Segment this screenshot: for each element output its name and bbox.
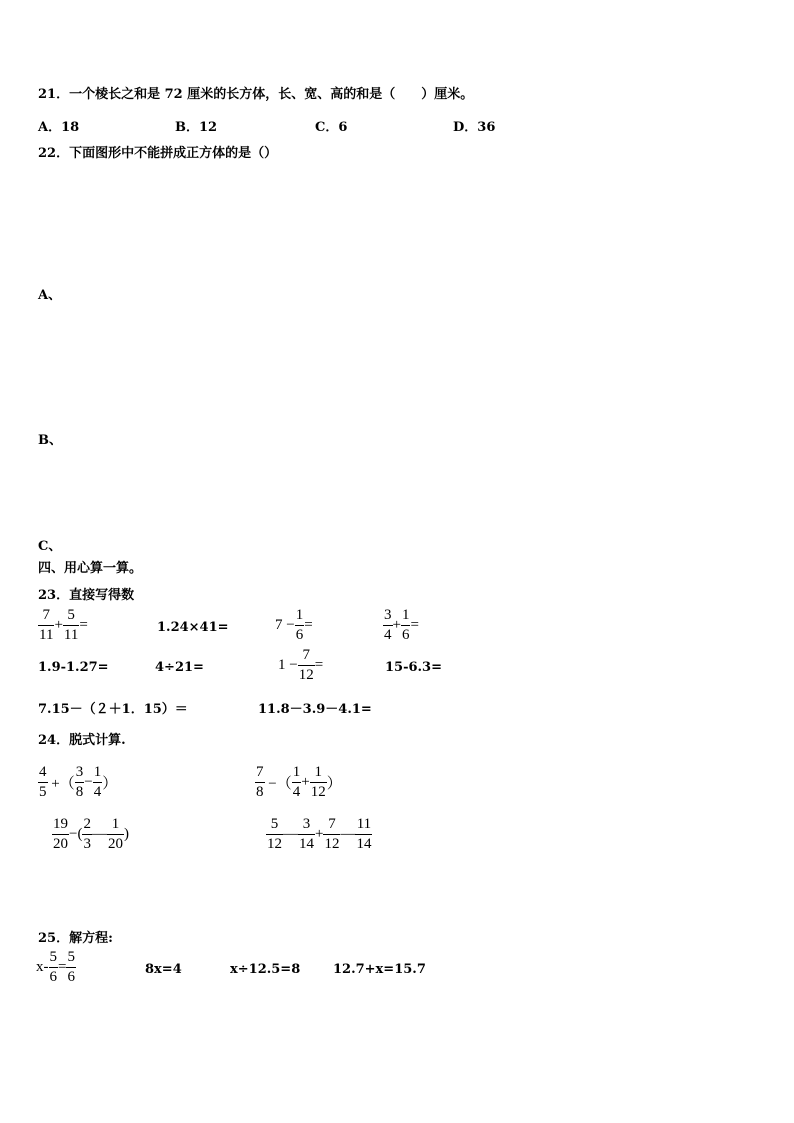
fraction: $\frac{7}{11}$: [39, 607, 54, 643]
q23-r1-e3: 7 − $\frac{1}{6}$ =: [275, 607, 313, 643]
fraction: $\frac{5}{11}$: [63, 607, 79, 643]
section-4-title: 四、用心算一算。: [38, 561, 143, 576]
q21-option-a: A．18: [38, 120, 80, 135]
fraction: $\frac{3}{4}$: [384, 607, 392, 643]
q23-r2-e2: 4÷21=: [155, 660, 204, 675]
q23-r1-e4: $\frac{3}{4}$ + $\frac{1}{6}$ =: [384, 607, 419, 643]
q24-e4: $\frac{5}{12}$ — $\frac{3}{14}$ + $\frac{7}{12}$ — $\frac{11}{14}$: [267, 816, 372, 852]
q24-e2: $\frac{7}{8}$ −（ $\frac{1}{4}$ + $\frac{1}{12}$ ）: [256, 764, 342, 800]
fraction: $\frac{7}{8}$: [256, 764, 264, 800]
fraction: $\frac{5}{12}$: [267, 816, 282, 852]
q25-e1: x- $\frac{5}{6}$ = $\frac{5}{6}$: [36, 949, 75, 985]
fraction: $\frac{1}{4}$: [93, 764, 102, 800]
q23-r2-e1: 1.9-1.27=: [38, 660, 109, 675]
q25-e4: 12.7+x=15.7: [333, 962, 426, 977]
q23-r3-e1: 7.15－（２＋1．15）＝: [38, 702, 188, 717]
q23-r2-e4: 15-6.3=: [385, 660, 442, 675]
question-21-text: 21．一个棱长之和是 72 厘米的长方体，长、宽、高的和是（ ）厘米。: [38, 87, 474, 102]
question-22-text: 22．下面图形中不能拼成正方体的是（）: [38, 146, 278, 161]
question-24-title: 24．脱式计算.: [38, 733, 126, 748]
q24-e1: $\frac{4}{5}$ +（ $\frac{3}{8}$ − $\frac{1}{4}$ ）: [39, 764, 118, 800]
fraction: $\frac{1}{6}$: [401, 607, 410, 643]
fraction: $\frac{7}{12}$: [298, 647, 314, 683]
q23-r1-e2: 1.24×41=: [157, 620, 229, 635]
fraction: $\frac{5}{6}$: [49, 949, 57, 985]
question-23-title: 23．直接写得数: [38, 588, 135, 603]
fraction: $\frac{1}{20}$: [107, 816, 123, 852]
q23-r3-e2: 11.8－3.9－4.1=: [258, 702, 372, 717]
fraction: $\frac{3}{8}$: [75, 764, 84, 800]
fraction: $\frac{1}{4}$: [292, 764, 301, 800]
q25-e3: x÷12.5=8: [230, 962, 301, 977]
fraction: $\frac{5}{6}$: [67, 949, 75, 985]
fraction: $\frac{2}{3}$: [83, 816, 91, 852]
q21-option-d: D．36: [453, 120, 496, 135]
q24-e3: $\frac{19}{20}$ −( $\frac{2}{3}$ — $\frac{1}{20}$ ): [53, 816, 129, 852]
fraction: $\frac{19}{20}$: [53, 816, 68, 852]
fraction: $\frac{11}{14}$: [356, 816, 372, 852]
q22-option-b: B、: [38, 433, 62, 448]
question-25-title: 25．解方程:: [38, 931, 113, 946]
q22-option-c: C、: [38, 539, 62, 554]
q22-option-a: A、: [38, 288, 62, 303]
q21-option-c: C．6: [315, 120, 348, 135]
fraction: $\frac{4}{5}$: [39, 764, 47, 800]
fraction: $\frac{1}{12}$: [310, 764, 326, 800]
fraction: $\frac{7}{12}$: [324, 816, 340, 852]
q21-option-b: B．12: [175, 120, 218, 135]
fraction: $\frac{3}{14}$: [299, 816, 314, 852]
q25-e2: 8x=4: [145, 962, 182, 977]
q23-r2-e3: 1 − $\frac{7}{12}$ =: [278, 647, 324, 683]
fraction: $\frac{1}{6}$: [295, 607, 304, 643]
q23-r1-e1: $\frac{7}{11}$ + $\frac{5}{11}$ =: [39, 607, 88, 643]
